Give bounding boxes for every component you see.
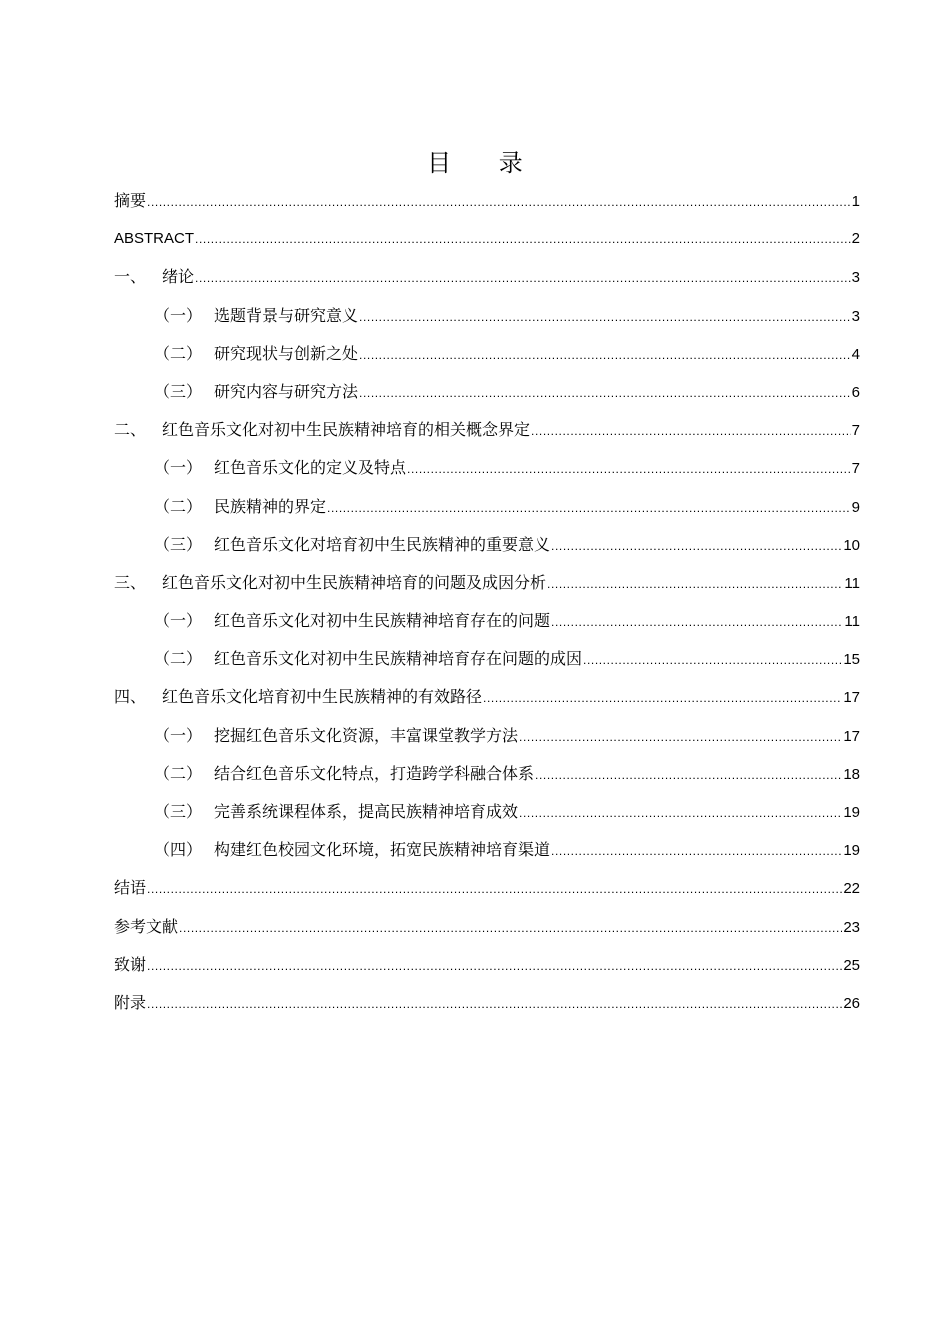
toc-entry[interactable] [114,220,860,258]
toc-entry-number: （一） [154,725,203,745]
dot-leader [547,565,843,603]
toc-entry-number: （一） [154,611,203,631]
toc-entry-label: 绪论 [162,267,195,287]
toc-entry-page-number: 17 [843,727,860,745]
toc-entry-page-number: 15 [843,651,860,669]
toc-entry-label: 研究内容与研究方法 [214,381,359,401]
toc-entry[interactable] [114,640,860,678]
dot-leader [583,641,842,679]
toc-entry[interactable] [114,335,860,373]
toc-entry-page-number: 17 [843,689,860,707]
toc-entry-page-number: 18 [843,765,860,783]
toc-entry-number: 二、 [114,420,147,440]
toc-entry-number: 一、 [114,267,147,287]
toc-entry-page-number: 3 [851,269,860,287]
toc-entry-number: 四、 [114,687,147,707]
toc-entry-number: 三、 [114,572,147,592]
toc-entry-label: 结合红色音乐文化特点，打造跨学科融合体系 [214,763,535,783]
toc-entry-page-number: 11 [844,574,860,592]
toc-entry-number: （二） [154,763,203,783]
toc-entry[interactable] [114,373,860,411]
dot-leader [195,220,851,258]
toc-entry[interactable] [114,946,860,984]
toc-entry-label: 摘要 [114,191,147,210]
toc-entry-number: （三） [154,534,203,554]
toc-entry[interactable] [114,793,860,831]
toc-entry-label: 红色音乐文化的定义及特点 [214,458,407,478]
toc-entry-number: （三） [154,802,203,821]
toc-entry-page-number: 7 [851,460,860,478]
dot-leader [327,489,851,527]
toc-entry[interactable] [114,831,860,869]
toc-entry-label: 完善系统课程体系，提高民族精神培育成效 [214,802,519,821]
toc-entry-page-number: 23 [843,918,860,936]
dot-leader [407,450,851,488]
toc-entry-page-number: 19 [843,804,860,821]
toc-entry-label: 挖掘红色音乐文化资源，丰富课堂教学方法 [214,725,519,745]
dot-leader [359,374,851,412]
toc-entry[interactable] [114,869,860,907]
toc-entry-label: 构建红色校园文化环境，拓宽民族精神培育渠道 [214,840,551,860]
toc-entry[interactable] [114,258,860,296]
toc-entry-number: （二） [154,343,203,363]
toc-entry-label: 参考文献 [114,916,179,936]
toc-entry-page-number: 3 [851,307,860,325]
toc-entry[interactable] [114,908,860,946]
toc-entry-page-number: 26 [843,994,860,1012]
toc-title: 目 录 [427,149,543,177]
toc-entry[interactable] [114,488,860,526]
toc-entry[interactable] [114,526,860,564]
toc-entry-label: ABSTRACT [114,230,195,248]
toc-entry-label: 研究现状与创新之处 [214,343,359,363]
toc-entry-page-number: 11 [844,613,860,631]
toc-entry-page-number: 7 [851,422,860,440]
toc-entry-label: 结语 [114,878,147,898]
toc-entry-page-number: 9 [851,498,860,516]
toc-entry-label: 红色音乐文化对培育初中生民族精神的重要意义 [214,534,551,554]
toc-entry-label: 红色音乐文化对初中生民族精神培育的相关概念界定 [162,420,531,440]
dot-leader [147,870,842,908]
dot-leader [519,794,842,832]
dot-leader [551,832,842,870]
toc-entry-number: （三） [154,381,203,401]
dot-leader [147,947,842,985]
dot-leader [359,298,851,336]
toc-entry-label: 红色音乐文化对初中生民族精神培育存在问题的成因 [214,649,583,669]
toc-entry[interactable] [114,602,860,640]
toc-entry-label: 致谢 [114,954,147,974]
toc-entry-number: （一） [154,458,203,478]
toc-entry[interactable] [114,564,860,602]
toc-entry-page-number: 10 [843,536,860,554]
dot-leader [359,336,851,374]
dot-leader [179,909,842,947]
toc-entry-label: 附录 [114,992,147,1012]
toc-entry-number: （四） [154,840,203,860]
toc-entry-label: 民族精神的界定 [214,496,327,516]
toc-list [114,182,860,1022]
toc-entry-page-number: 6 [851,383,860,401]
toc-entry-page-number: 19 [843,842,860,860]
dot-leader [483,679,842,717]
dot-leader [519,718,842,756]
toc-entry[interactable] [114,411,860,449]
toc-entry-number: （一） [154,305,203,325]
toc-entry[interactable] [114,984,860,1022]
toc-entry-number: （二） [154,496,203,516]
toc-entry[interactable] [114,678,860,716]
dot-leader [535,756,842,794]
toc-entry-page-number: 22 [843,880,860,898]
toc-entry[interactable] [114,449,860,487]
dot-leader [147,183,851,221]
toc-entry[interactable] [114,297,860,335]
toc-entry-label: 红色音乐文化培育初中生民族精神的有效路径 [162,687,483,707]
toc-entry[interactable] [114,755,860,793]
dot-leader [551,603,843,641]
toc-entry-label: 选题背景与研究意义 [214,305,359,325]
dot-leader [531,412,851,450]
dot-leader [551,527,842,565]
toc-entry-label: 红色音乐文化对初中生民族精神培育存在的问题 [214,611,551,631]
toc-entry[interactable] [114,182,860,220]
toc-entry-page-number: 2 [851,230,860,248]
dot-leader [195,259,851,297]
toc-entry-page-number: 1 [851,193,860,210]
toc-entry-label: 红色音乐文化对初中生民族精神培育的问题及成因分析 [162,572,547,592]
toc-entry-page-number: 4 [851,345,860,363]
toc-entry-page-number: 25 [843,956,860,974]
dot-leader [147,985,842,1023]
toc-entry[interactable] [114,717,860,755]
toc-entry-number: （二） [154,649,203,669]
